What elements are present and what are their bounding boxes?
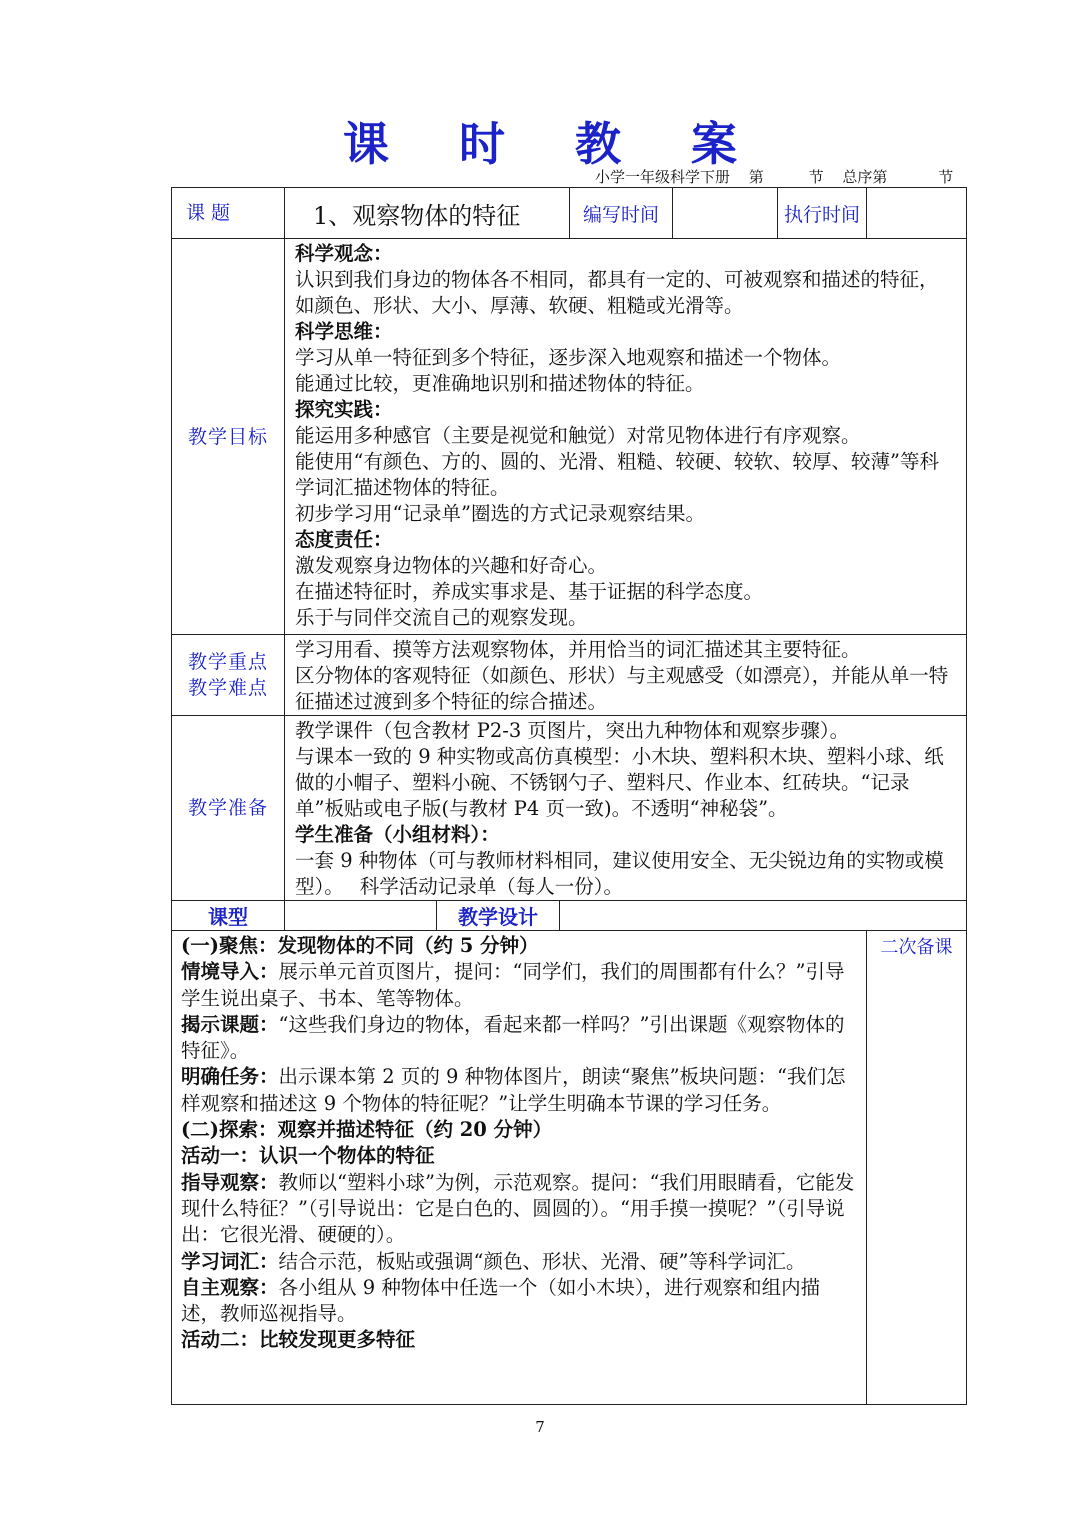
second-prep-label: 二次备课 [880,937,953,958]
objective-line: 科学观念： [295,242,393,265]
plan-content [172,931,867,1405]
objective-line: 探究实践： [295,398,393,421]
difficulty-label: 教学难点 [187,677,268,699]
page-title-char: 时 [459,117,505,171]
lesson-title: 1、观察物体的特征 [285,188,570,239]
key-point-line: 区分物体的客观特征（如颜色、形状）与主观感受（如漂亮），并能从单一特征描述过渡到多个特征的综合描述。 [295,664,949,713]
page-title [0,108,1080,174]
key-point-line: 学习用看、摸等方法观察物体，并用恰当的词汇描述其主要特征。 [295,638,861,661]
design-header-row [172,901,967,931]
preparation-row [172,716,967,901]
write-time-label: 编写时间 [570,188,673,239]
page-title-char: 课 [343,117,389,171]
section-suffix: 节 [808,168,824,186]
topic-label: 课 题 [172,188,285,239]
objective-line: 学习从单一特征到多个特征，逐步深入地观察和描述一个物体。 [295,346,842,369]
objectives-content [285,239,967,635]
plan-line: 学习词汇：结合示范，板贴或强调“颜色、形状、光滑、硬”等科学词汇。 [181,1249,806,1273]
objective-line: 科学思维： [295,320,393,343]
preparation-label: 教学准备 [172,716,285,901]
plan-line: 情境导入：展示单元首页图片，提问：“同学们，我们的周围都有什么？”引导学生说出桌子、书本、笔等物体。 [181,960,845,1010]
subheader [595,166,955,187]
objective-line: 能使用“有颜色、方的、圆的、光滑、粗糙、较硬、较软、较厚、较薄”等科学词汇描述物体的特征。 [295,450,939,499]
plan-line: 指导观察：教师以“塑料小球”为例，示范观察。提问：“我们用眼睛看，它能发现什么特征？”（引导说出：它是白色的、圆圆的）。“用手摸一摸呢？”（引导说出：它很光滑、硬硬的）。 [181,1170,855,1247]
key-points-label [172,635,285,716]
objective-line: 激发观察身边物体的兴趣和好奇心。 [295,554,608,577]
page-number: 7 [535,1418,545,1436]
objective-line: 乐于与同伴交流自己的观察发现。 [295,606,588,629]
plan-line: 活动二：比较发现更多特征 [181,1328,416,1352]
plan-line: (一)聚焦：发现物体的不同（约 5 分钟） [181,934,539,957]
key-points-content [285,635,967,716]
plan-line: 揭示课题：“这些我们身边的物体，看起来都一样吗？”引出课题《观察物体的特征》。 [181,1012,845,1063]
design-header-blank [560,901,967,931]
objective-line: 认识到我们身边的物体各不相同，都具有一定的、可被观察和描述的特征，如颜色、形状、大小、厚薄、软硬、粗糙或光滑等。 [295,268,939,317]
key-points-row [172,635,967,716]
write-time-value[interactable] [673,188,778,239]
objective-line: 能通过比较，更准确地识别和描述物体的特征。 [295,372,705,395]
page-title-char: 案 [691,117,737,171]
objectives-label: 教学目标 [172,239,285,635]
plan-line: 明确任务：出示课本第 2 页的 9 种物体图片，朗读“聚焦”板块问题：“我们怎样观察和描述这 9 个物体的特征呢？”让学生明确本节课的学习任务。 [181,1065,846,1115]
lesson-type-value[interactable] [285,901,437,931]
preparation-line: 学生准备（小组材料）： [295,823,500,846]
objective-line: 能运用多种感官（主要是视觉和触觉）对常见物体进行有序观察。 [295,424,861,447]
objectives-row [172,239,967,635]
exec-time-label: 执行时间 [778,188,867,239]
lesson-plan-table [171,187,967,1405]
preparation-line: 教学课件（包含教材 P2-3 页图片，突出九种物体和观察步骤）。 [295,719,850,742]
plan-line: 自主观察：各小组从 9 种物体中任选一个（如小木块），进行观察和组内描述，教师巡视指导。 [181,1275,821,1326]
lesson-type-label: 课型 [172,901,285,931]
plan-line: (二)探索：观察并描述特征（约 20 分钟） [181,1118,553,1142]
total-prefix: 总序第 [842,168,888,186]
section-prefix: 第 [748,168,764,186]
design-label: 教学设计 [437,901,560,931]
grade-label: 小学一年级科学下册 [595,168,731,186]
objective-line: 在描述特征时，养成实事求是、基于证据的科学态度。 [295,580,764,603]
plan-line: 活动一：认识一个物体的特征 [181,1144,435,1168]
preparation-content [285,716,967,901]
page-title-char: 教 [575,117,621,171]
header-row [172,188,967,239]
total-suffix: 节 [938,168,954,186]
preparation-line: 一套 9 种物体（可与教师材料相同，建议使用安全、无尖锐边角的实物或模型）。 科学活动记录单（每人一份）。 [295,849,944,898]
plan-row [172,931,967,1405]
preparation-line: 与课本一致的 9 种实物或高仿真模型：小木块、塑料积木块、塑料小球、纸做的小帽子、塑料小碗、不锈钢勺子、塑料尺、作业本、红砖块。“记录单”板贴或电子版(与教材 P4 页一致)。不透明“神秘袋”。 [295,745,944,820]
exec-time-value[interactable] [867,188,967,239]
key-point-label: 教学重点 [187,651,268,673]
second-prep-column [867,931,967,1405]
objective-line: 初步学习用“记录单”圈选的方式记录观察结果。 [295,502,705,525]
objective-line: 态度责任： [295,528,393,551]
